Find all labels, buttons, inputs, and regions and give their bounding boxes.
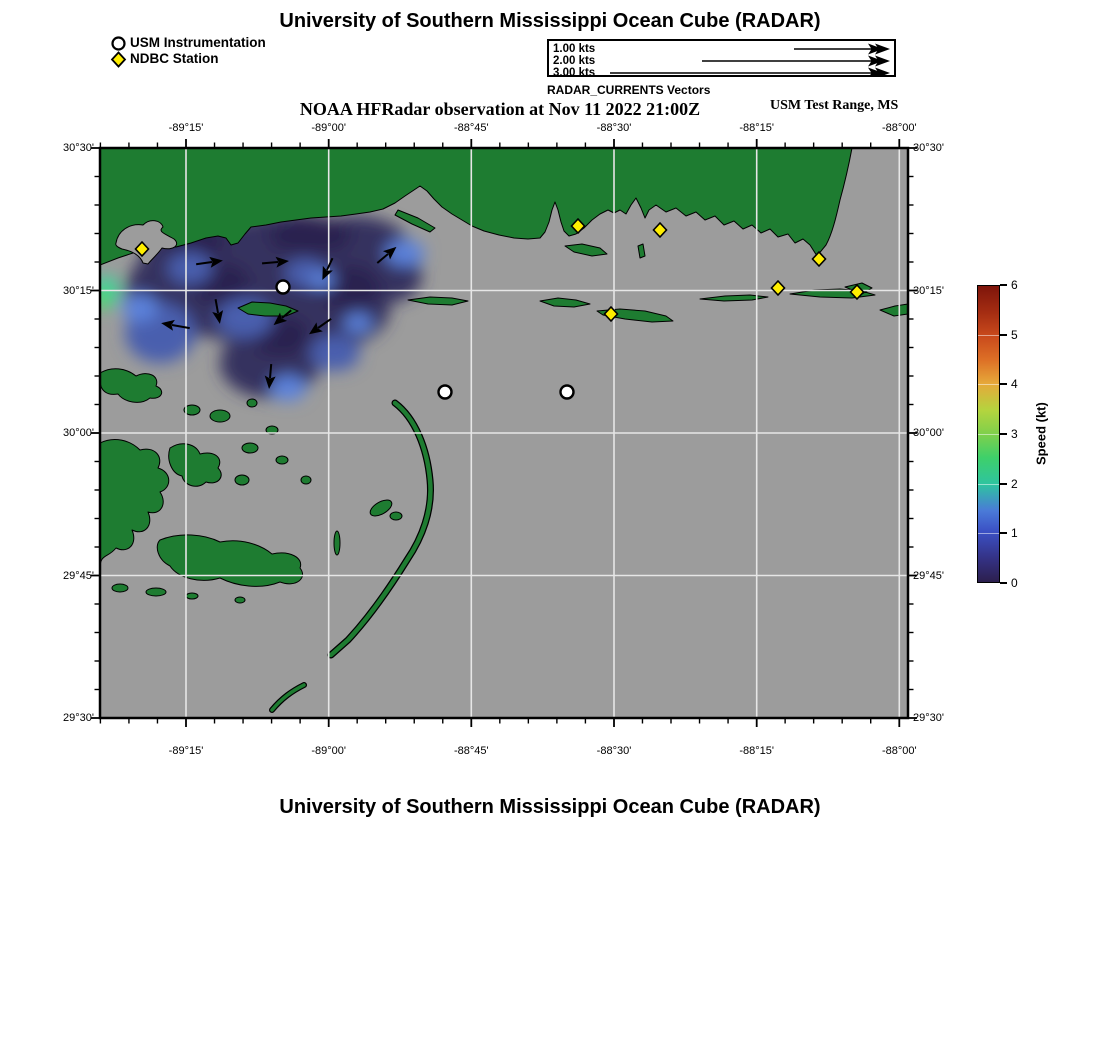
x-axis-label-bottom: -89°00' [311, 745, 346, 757]
marsh-islet [210, 410, 230, 422]
x-axis-label-bottom: -88°15' [739, 745, 774, 757]
legend-label-usm: USM Instrumentation [130, 35, 266, 50]
speed-patch [268, 218, 352, 254]
colorbar-tick [1000, 483, 1007, 485]
x-axis-label-bottom: -88°30' [596, 745, 632, 757]
marsh-islet [276, 456, 288, 464]
vector-scale-box [547, 39, 896, 77]
y-axis-label-right: 29°30' [913, 712, 944, 724]
x-axis-label-bottom: -88°00' [881, 745, 917, 757]
x-axis-label-top: -89°00' [311, 122, 346, 134]
marsh-islet [186, 593, 198, 599]
marsh-islet [235, 597, 245, 603]
colorbar-tick-label: 6 [1011, 278, 1018, 292]
colorbar-tick-label: 1 [1011, 526, 1018, 541]
speed-patch [270, 375, 306, 401]
speed-patch [344, 313, 372, 333]
marsh-islet [247, 399, 257, 407]
usm-instrumentation-marker [439, 386, 452, 399]
x-axis-label-top: -88°00' [881, 122, 917, 134]
vector-scale-caption: RADAR_CURRENTS Vectors [547, 83, 711, 97]
speed-patch [168, 252, 212, 284]
colorbar-tick-label: 4 [1011, 377, 1018, 392]
x-axis-label-bottom: -88°45' [453, 745, 489, 757]
colorbar-tick [1000, 433, 1007, 435]
ndbc-diamond-icon [110, 51, 127, 68]
x-axis-label-top: -89°15' [168, 122, 204, 134]
x-axis-label-top: -88°45' [453, 122, 489, 134]
legend-item-usm [110, 35, 266, 51]
usm-circle-icon [110, 35, 127, 52]
marsh-islet [242, 443, 258, 453]
vector-scale-label-1: 1.00 kts [553, 43, 596, 55]
speed-patch [310, 335, 360, 371]
arc-islet [390, 512, 402, 520]
colorbar-gridline [978, 434, 999, 435]
y-axis-label-left: 30°00' [63, 427, 94, 439]
colorbar-tick [1000, 284, 1007, 286]
usm-instrumentation-marker [277, 281, 290, 294]
y-axis-label-left: 30°15' [63, 284, 94, 297]
marsh-islet [334, 531, 340, 555]
x-axis-label-bottom: -89°15' [168, 745, 204, 757]
observation-subtitle: NOAA HFRadar observation at Nov 11 2022 21:00Z [299, 99, 701, 119]
speed-patch [94, 290, 110, 310]
map-plot [86, 134, 922, 732]
x-axis-label-top: -88°15' [739, 122, 774, 134]
y-axis-label-right: 29°45' [913, 569, 944, 582]
colorbar-tick [1000, 582, 1007, 584]
colorbar-tick [1000, 334, 1007, 336]
colorbar-gridline [978, 335, 999, 336]
colorbar-tick [1000, 532, 1007, 534]
y-axis-label-right: 30°00' [913, 427, 944, 439]
vector-scale-label-2: 2.00 kts [553, 55, 596, 67]
y-axis-label-left: 30°30' [63, 142, 94, 154]
y-axis-label-left: 29°30' [63, 712, 94, 724]
test-range-label: USM Test Range, MS [770, 98, 899, 113]
usm-instrumentation-marker [561, 386, 574, 399]
page-title: University of Southern Mississippi Ocean Cube (RADAR) [279, 10, 821, 32]
speed-patch [309, 271, 335, 289]
map-canvas [86, 134, 922, 732]
vector-scale-arrows [549, 41, 894, 75]
legend-label-ndbc: NDBC Station [130, 51, 219, 66]
vector-scale-label-3: 3.00 kts [553, 67, 596, 79]
speed-patch [122, 294, 158, 322]
colorbar-tick [1000, 383, 1007, 385]
colorbar-gridline [978, 484, 999, 485]
y-axis-label-left: 29°45' [63, 569, 94, 582]
y-axis-label-right: 30°30' [913, 142, 944, 154]
map-legend [110, 35, 266, 67]
page-title-bottom: University of Southern Mississippi Ocean Cube (RADAR) [279, 796, 821, 818]
colorbar-gridline [978, 533, 999, 534]
legend-item-ndbc [110, 51, 266, 67]
marsh-islet [146, 588, 166, 596]
colorbar-tick-label: 3 [1011, 427, 1018, 441]
marsh-islet [112, 584, 128, 592]
y-axis-label-right: 30°15' [913, 284, 944, 297]
x-axis-label-top: -88°30' [596, 122, 632, 134]
colorbar-tick-label: 2 [1011, 476, 1018, 491]
marsh-islet [301, 476, 311, 484]
colorbar-title: Speed (kt) [1033, 402, 1049, 466]
colorbar-gridline [978, 384, 999, 385]
colorbar-tick-label: 5 [1011, 327, 1018, 342]
colorbar-tick-label: 0 [1011, 576, 1018, 590]
marsh-islet [235, 475, 249, 485]
